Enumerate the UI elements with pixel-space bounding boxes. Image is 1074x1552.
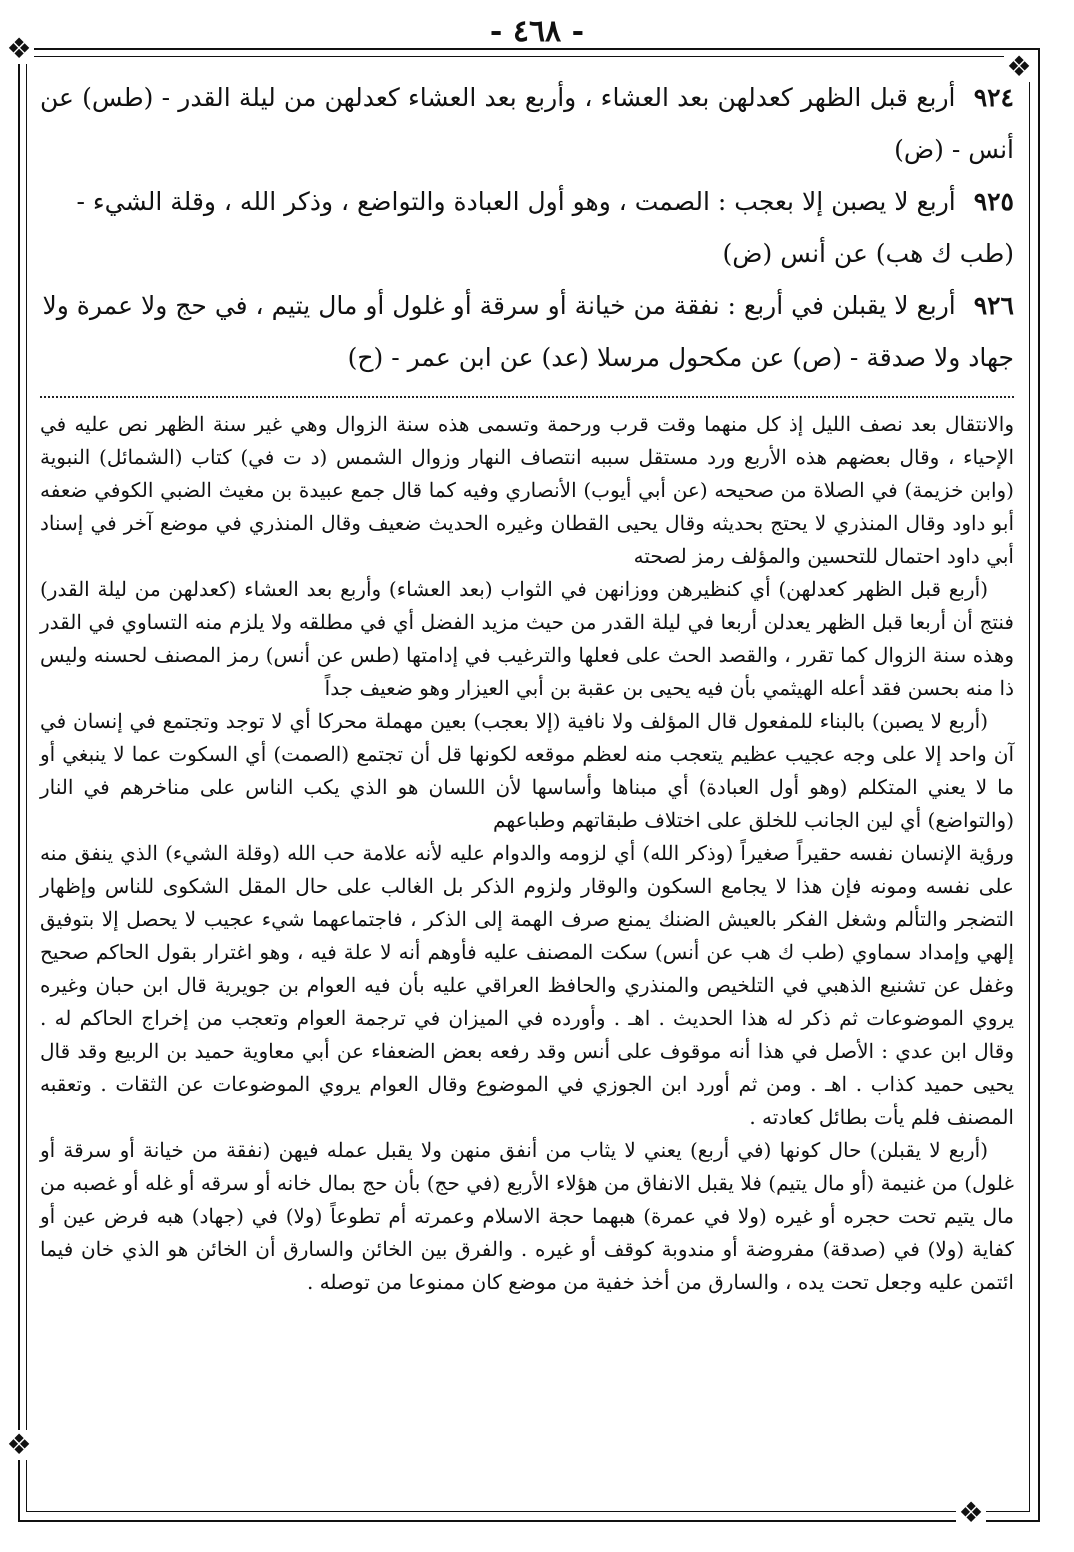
hadith-text: جهاد ولا صدقة - (ص) عن مكحول مرسلا (عد) عن ابن عمر - (ح) (347, 343, 1014, 372)
corner-ornament-bottom-left: ❖ (4, 1430, 34, 1460)
commentary-paragraph: (أربع لا يقبلن) حال كونها (في أربع) يعني لا يثاب من أنفق منهن ولا يقبل عمله فيهن (نفقة من خيانة أو سرقة أو غلول) من غنيمة (أو مال يتيم) فلا يقبل الانفاق من هؤلاء الأربع (في حج) بأن حج بمال خانه أو سرقه أو غله أو غصبه من مال يتيم تحت حجره أو غيره (ولا في عمرة) هبهما حجة الاسلام وعمرته أم تطوعاً (ولا) في (جهاد) هبه فرض عين أو كفاية (ولا) في (صدقة) مفروضة أو مندوبة كوقف أو غيره . والفرق بين الخائن والسارق أن الخائن هو الذي خان فيما ائتمن عليه وجعل تحت يده ، والسارق من أخذ خفية من موضع كان ممنوعا من توصله . (40, 1138, 1014, 1294)
hadith-926-source (40, 332, 1014, 384)
commentary (40, 408, 1014, 1299)
hadith-924 (40, 72, 1014, 176)
hadith-text: أربع قبل الظهر كعدلهن بعد العشاء ، وأربع بعد العشاء كعدلهن من ليلة القدر - (طس) عن أنس - (ض) (40, 83, 1014, 164)
hadith-925-source (40, 228, 1014, 280)
commentary-paragraph: (أربع لا يصبن) بالبناء للمفعول قال المؤلف ولا نافية (إلا بعجب) بعين مهملة محركا أي لا توجد وتجتمع في إنسان في آن واحد إلا على وجه عجيب عظيم يتعجب منه لعظم موقعه لكونها قل أن تجتمع (الصمت) أي السكوت عما لا ينبغي أو ما لا يعني المتكلم (وهو أول العبادة) أي مبناها وأساسها لأن اللسان هو الذي يكب الناس على مناخرهم في النار (والتواضع) أي لين الجانب للخلق على اختلاف طبقاتهم وطباعهم (40, 709, 1014, 832)
dotted-divider (40, 396, 1014, 398)
commentary-paragraph: والانتقال بعد نصف الليل إذ كل منهما وقت قرب ورحمة وتسمى هذه سنة الزوال وهي غير سنة الظهر نص عليه في الإحياء ، وقال بعضهم هذه الأربع ورد مستقل سببه انتصاف النهار وزوال الشمس (د ت في) كتاب (الشمائل) النبوية (وابن خزيمة) في الصلاة من صحيحه (عن أبي أيوب) الأنصاري وفيه كما قال جمع عبيدة بن مغيث الضبي الكوفي ضعفه أبو داود وقال المنذري لا يحتج بحديثه وقال يحيى القطان وغيره الحديث ضعيف وقال المنذري في موضع آخر في إسناد أبي داود احتمال للتحسين والمؤلف رمز لصحته (40, 412, 1015, 568)
commentary-paragraph: ورؤية الإنسان نفسه حقيراً صغيراً (وذكر الله) أي لزومه والدوام عليه لأنه علامة حب الله (وقلة الشيء) الذي ينفق منه على نفسه ومونه فإن هذا لا يجامع السكون والوقار ولزوم الذكر بل الغالب على حال المقل الشكوى للناس وإظهار التضجر والتألم وشغل الفكر بالعيش الضنك يمنع صرف الهمة إلى الذكر ، فاجتماعهما شيء عجيب لا يحصل إلا بتوفيق إلهي وإمداد سماوي (طب ك هب عن أنس) سكت المصنف عليه فأوهم أنه لا علة فيه ، وهو اغترار بقول الحاكم صحيح وغفل عن تشنيع الذهبي في التلخيص والمنذري والحافظ العراقي عليه بأن فيه العوام بن جويرية قال ابن حبان وغيره يروي الموضوعات ثم ذكر له هذا الحديث . اهـ . وأورده في الميزان في ترجمة العوام وتعجب من إخراج الحاكم له . وقال ابن عدي : الأصل في هذا أنه موقوف على أنس وقد رفعه بعض الضعفاء عن أبي معاوية حميد بن الربيع وقد قال يحيى حميد كذاب . اهـ . ومن ثم أورد ابن الجوزي في الموضوع وقال العوام يروي الموضوعات عن الثقات . وتعقبه المصنف فلم يأت بطائل كعادته . (40, 841, 1014, 1129)
hadith-number: ٩٢٤ (973, 83, 1014, 112)
corner-ornament-top-right: ❖ (1004, 52, 1034, 82)
hadith-number: ٩٢٥ (973, 187, 1014, 216)
corner-ornament-top-left: ❖ (4, 34, 34, 64)
hadith-number: ٩٢٦ (973, 291, 1014, 320)
corner-ornament-bottom-right: ❖ (956, 1498, 986, 1528)
hadith-text: (طب ك هب) عن أنس (ض) (722, 239, 1014, 268)
hadith-list (40, 72, 1014, 384)
page-content (40, 72, 1014, 1502)
hadith-text: أربع لا يقبلن في أربع : نفقة من خيانة أو سرقة أو غلول أو مال يتيم ، في حج ولا عمرة ولا (42, 291, 956, 320)
hadith-926 (40, 280, 1014, 332)
hadith-925 (40, 176, 1014, 228)
page-number: - ٤٦٨ - (489, 14, 585, 49)
commentary-paragraph: (أربع قبل الظهر كعدلهن) أي كنظيرهن ووزانهن في الثواب (بعد العشاء) وأربع بعد العشاء (كعدلهن من ليلة القدر) فنتج أن أربعا قبل الظهر يعدلن أربعا في ليلة القدر من حيث مزيد الفضل أي في مطلقه ولا يلزم منه التساوي في القدر وهذه سنة الزوال كما تقرر ، والقصد الحث على فعلها والترغيب في إدامتها (طس عن أنس) رمز المصنف لحسنه وليس ذا منه بحسن فقد أعله الهيثمي بأن فيه يحيى بن عقبة بن أبي العيزار وهو ضعيف جداً (40, 577, 1014, 700)
hadith-text: أربع لا يصبن إلا بعجب : الصمت ، وهو أول العبادة والتواضع ، وذكر الله ، وقلة الشيء - (76, 187, 956, 216)
